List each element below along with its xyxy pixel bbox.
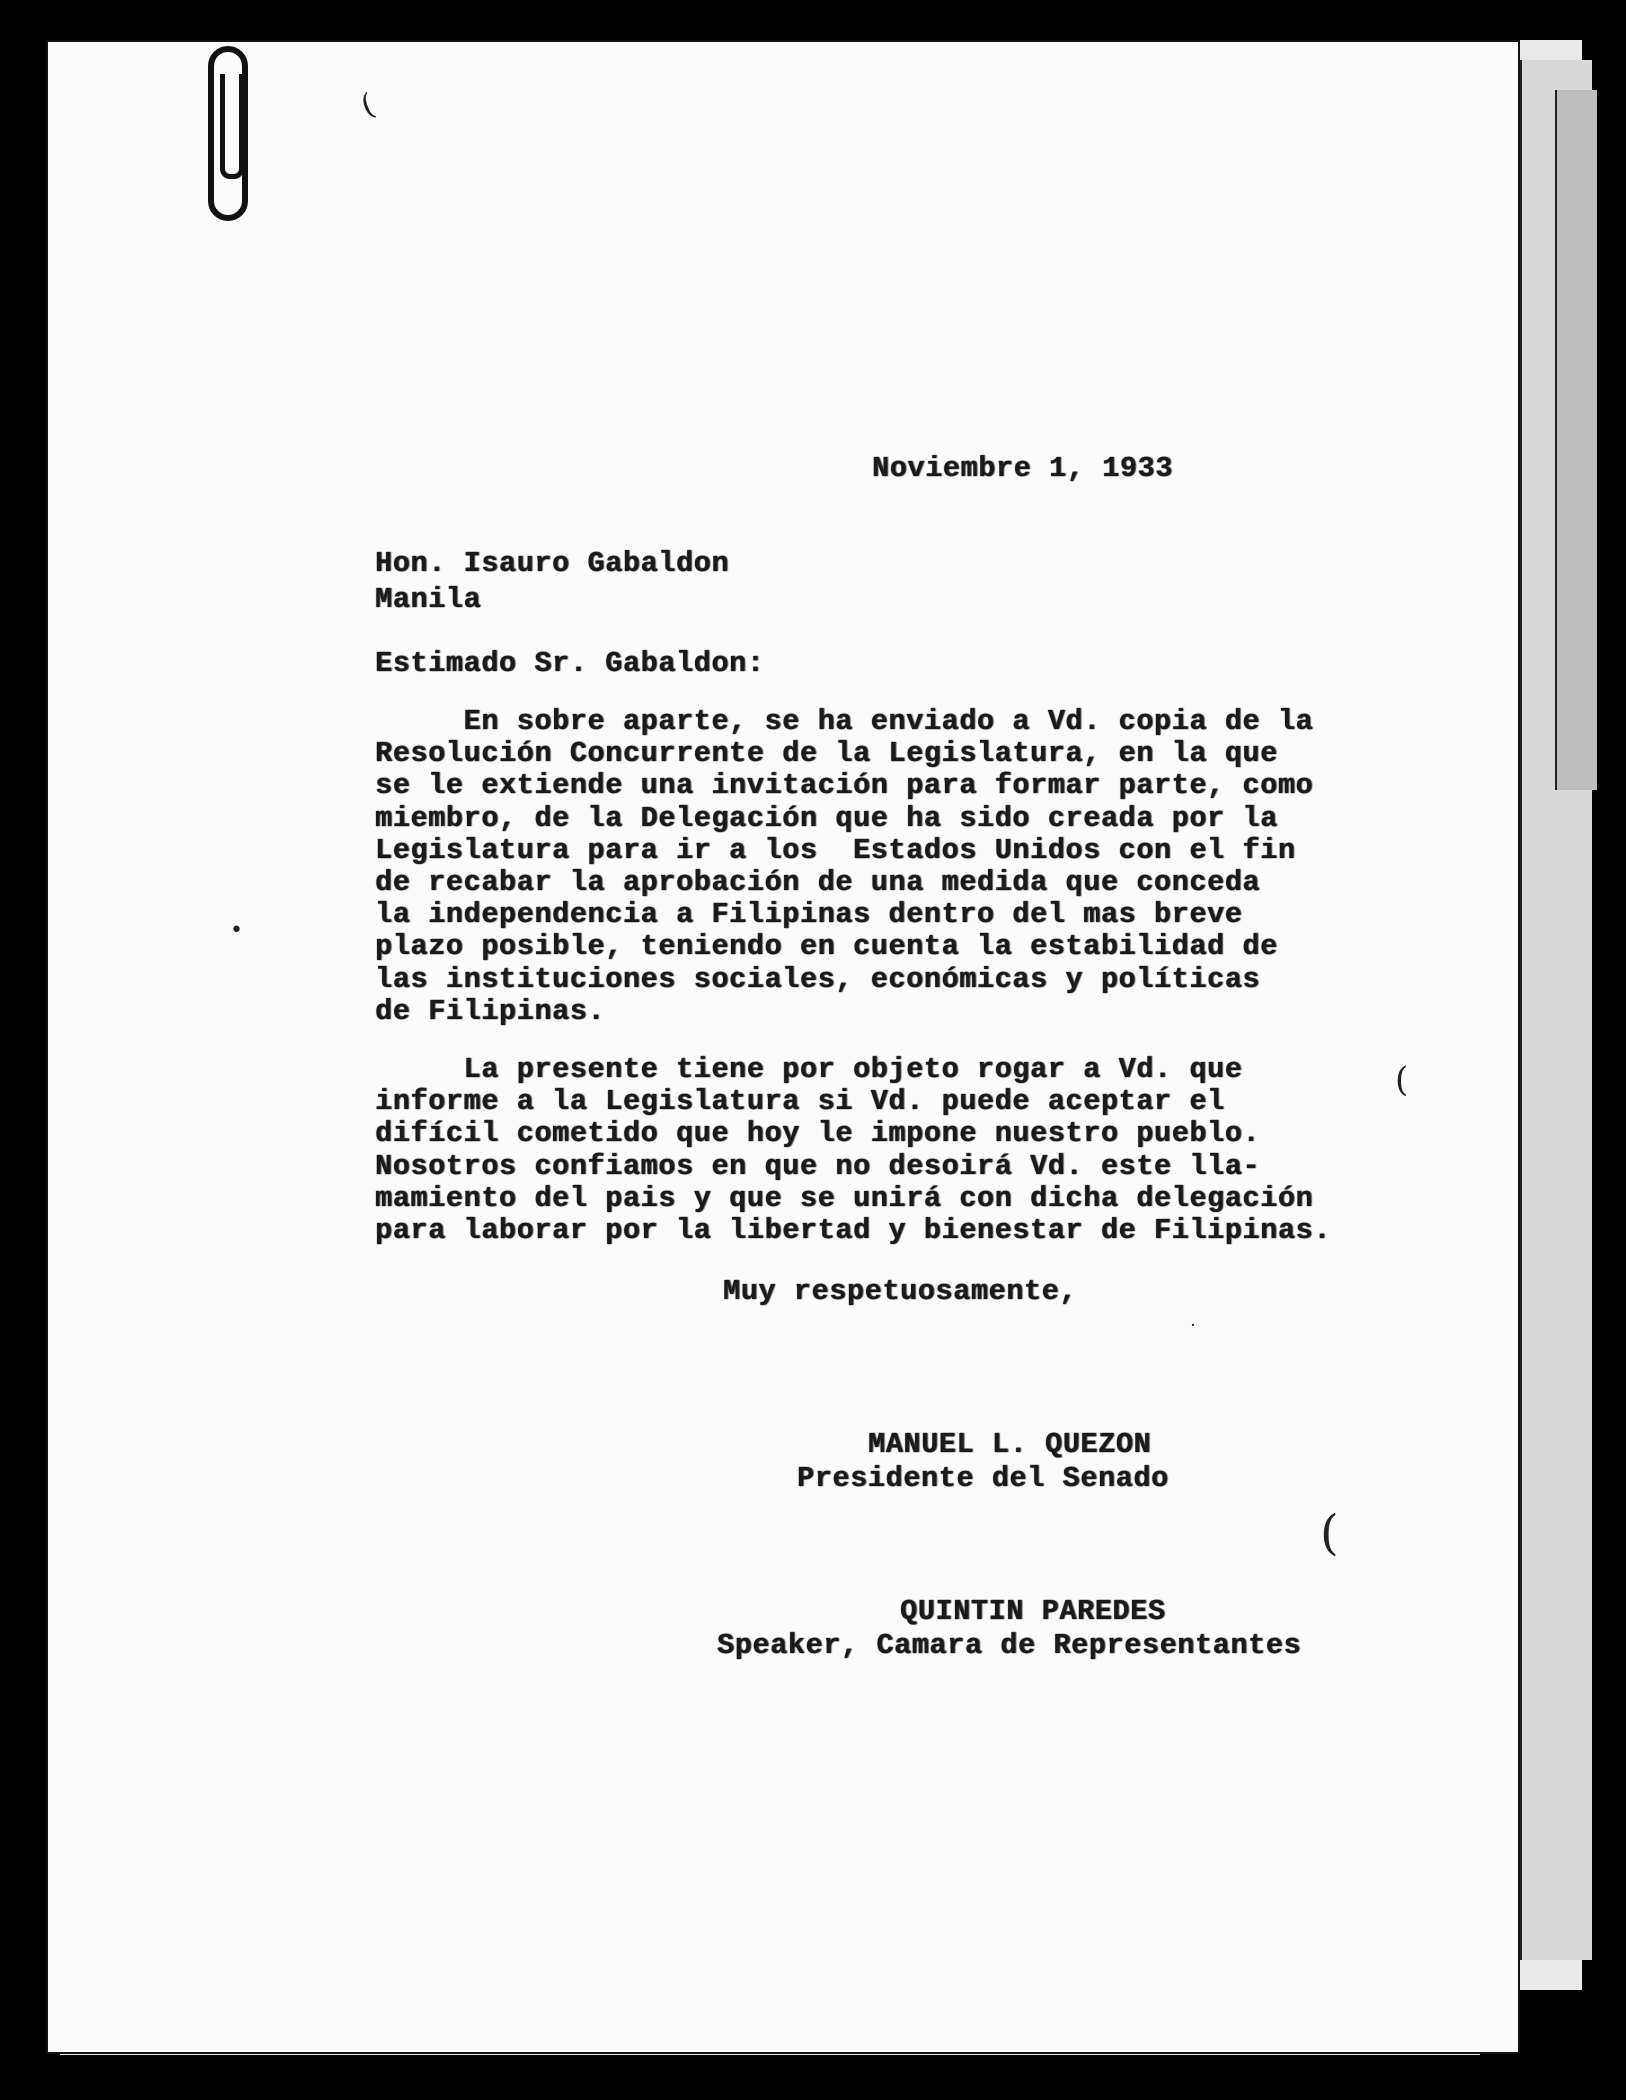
text-line: La presente tiene por objeto rogar a Vd. que [375,1053,1243,1086]
text-line: de recabar la aprobación de una medida que conceda [375,865,1261,899]
letter-date: Noviembre 1, 1933 [872,452,1173,485]
pen-mark: ( [1320,1505,1339,1561]
text-line: Resolución Concurrente de la Legislatura, en la que [375,737,1278,771]
body-paragraph-2 [375,1054,1331,1247]
letter-sheet [48,42,1518,2052]
text-line: Legislatura para ir a los Estados Unidos con el fin [375,833,1296,867]
text-line: Nosotros confiamos en que no desoirá Vd. este lla- [375,1149,1261,1183]
text-line: informe a la Legislatura si Vd. puede aceptar el [375,1085,1225,1119]
text-line: difícil cometido que hoy le impone nuestro pueblo. [375,1117,1261,1151]
pen-mark: ( [1395,1060,1409,1100]
dot-mark: • [230,918,243,943]
text-line: se le extiende una invitación para formar parte, como [375,769,1314,803]
closing: Muy respetuosamente, [723,1275,1078,1308]
text-line: En sobre aparte, se ha enviado a Vd. copia de la [375,705,1314,738]
text-line: las instituciones sociales, económicas y políticas [375,962,1261,996]
text-line: de Filipinas. [375,994,606,1028]
pen-mark: ( [356,87,380,124]
text-line: para laborar por la libertad y bienestar de Filipinas. [375,1213,1331,1247]
underlying-sheet-edge [1555,90,1597,790]
text-line: la independencia a Filipinas dentro del mas breve [375,898,1243,932]
recipient-name: Hon. Isauro Gabaldon [375,547,730,580]
text-line: plazo posible, teniendo en cuenta la estabilidad de [375,930,1278,964]
body-paragraph-1 [375,706,1313,1028]
signatory-title: Presidente del Senado [797,1462,1169,1495]
text-line: miembro, de la Delegación que ha sido creada por la [375,801,1278,835]
signatory-name: QUINTIN PAREDES [900,1595,1166,1628]
signatory-title: Speaker, Camara de Representantes [717,1629,1302,1662]
signatory-name: MANUEL L. QUEZON [868,1428,1152,1461]
dot-mark: ˙ [1188,1320,1198,1344]
text-line: mamiento del pais y que se unirá con dicha delegación [375,1181,1314,1215]
recipient-city: Manila [375,583,482,616]
paper-clip-icon [208,46,248,221]
salutation: Estimado Sr. Gabaldon: [375,647,765,680]
